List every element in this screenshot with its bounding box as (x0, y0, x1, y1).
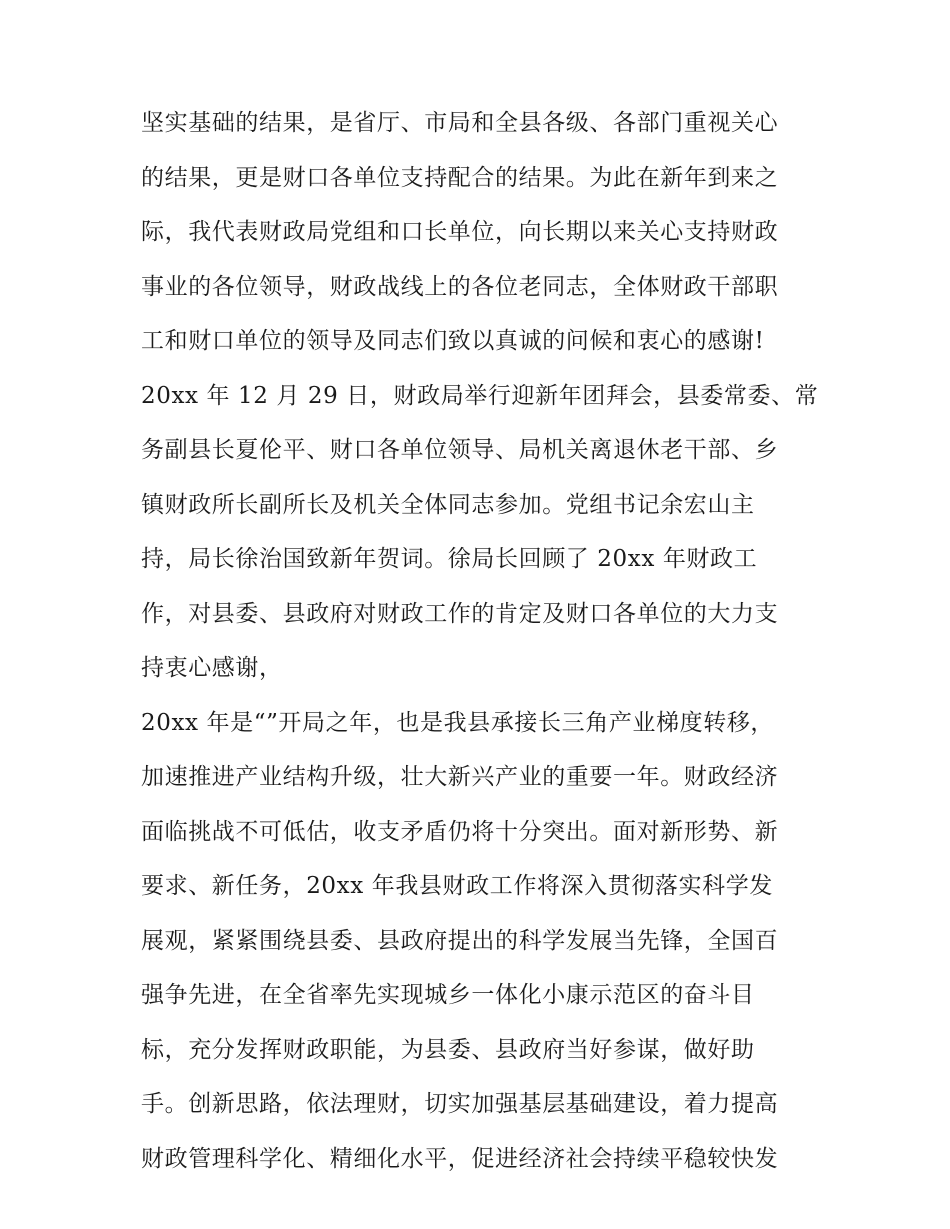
text-line: 务副县长夏伦平、财口各单位领导、局机关离退休老干部、乡 (141, 437, 779, 463)
text-line: 手。创新思路，依法理财，切实加强基层基础建设，着力提高 (141, 1091, 779, 1117)
text-line: 强争先进，在全省率先实现城乡一体化小康示范区的奋斗目 (141, 982, 755, 1008)
text-line: 展观，紧紧围绕县委、县政府提出的科学发展当先锋，全国百 (141, 927, 779, 954)
text-line: 镇财政所长副所长及机关全体同志参加。党组书记余宏山主 (141, 491, 755, 518)
text-line: 际，我代表财政局党组和口长单位，向长期以来关心支持财政 (141, 219, 779, 245)
text-line: 工和财口单位的领导及同志们致以真诚的问候和衷心的感谢! (141, 328, 765, 354)
text-line: 标，充分发挥财政职能，为县委、县政府当好参谋，做好助 (141, 1036, 755, 1063)
text-line: 事业的各位领导，财政战线上的各位老同志，全体财政干部职 (141, 273, 779, 300)
text-line: 作，对县委、县政府对财政工作的肯定及财口各单位的大力支 (141, 600, 779, 627)
text-line: 持衷心感谢， (141, 655, 283, 681)
text-line: 面临挑战不可低估，收支矛盾仍将十分突出。面对新形势、新 (141, 818, 779, 845)
text-line: 加速推进产业结构升级，壮大新兴产业的重要一年。财政经济 (141, 764, 779, 790)
text-line: 20xx 年 12 月 29 日，财政局举行迎新年团拜会，县委常委、常 (141, 382, 819, 409)
text-line: 20xx 年是“”开局之年，也是我县承接长三角产业梯度转移， (141, 709, 775, 736)
text-line: 持，局长徐治国致新年贺词。徐局长回顾了 20xx 年财政工 (141, 546, 758, 572)
text-line: 财政管理科学化、精细化水平，促进经济社会持续平稳较快发 (141, 1145, 779, 1172)
text-line: 要求、新任务，20xx 年我县财政工作将深入贯彻落实科学发 (141, 873, 773, 899)
text-line: 坚实基础的结果，是省厅、市局和全县各级、各部门重视关心 (141, 110, 779, 136)
body-text (141, 103, 821, 1193)
text-line: 的结果，更是财口各单位支持配合的结果。为此在新年到来之 (141, 164, 779, 191)
